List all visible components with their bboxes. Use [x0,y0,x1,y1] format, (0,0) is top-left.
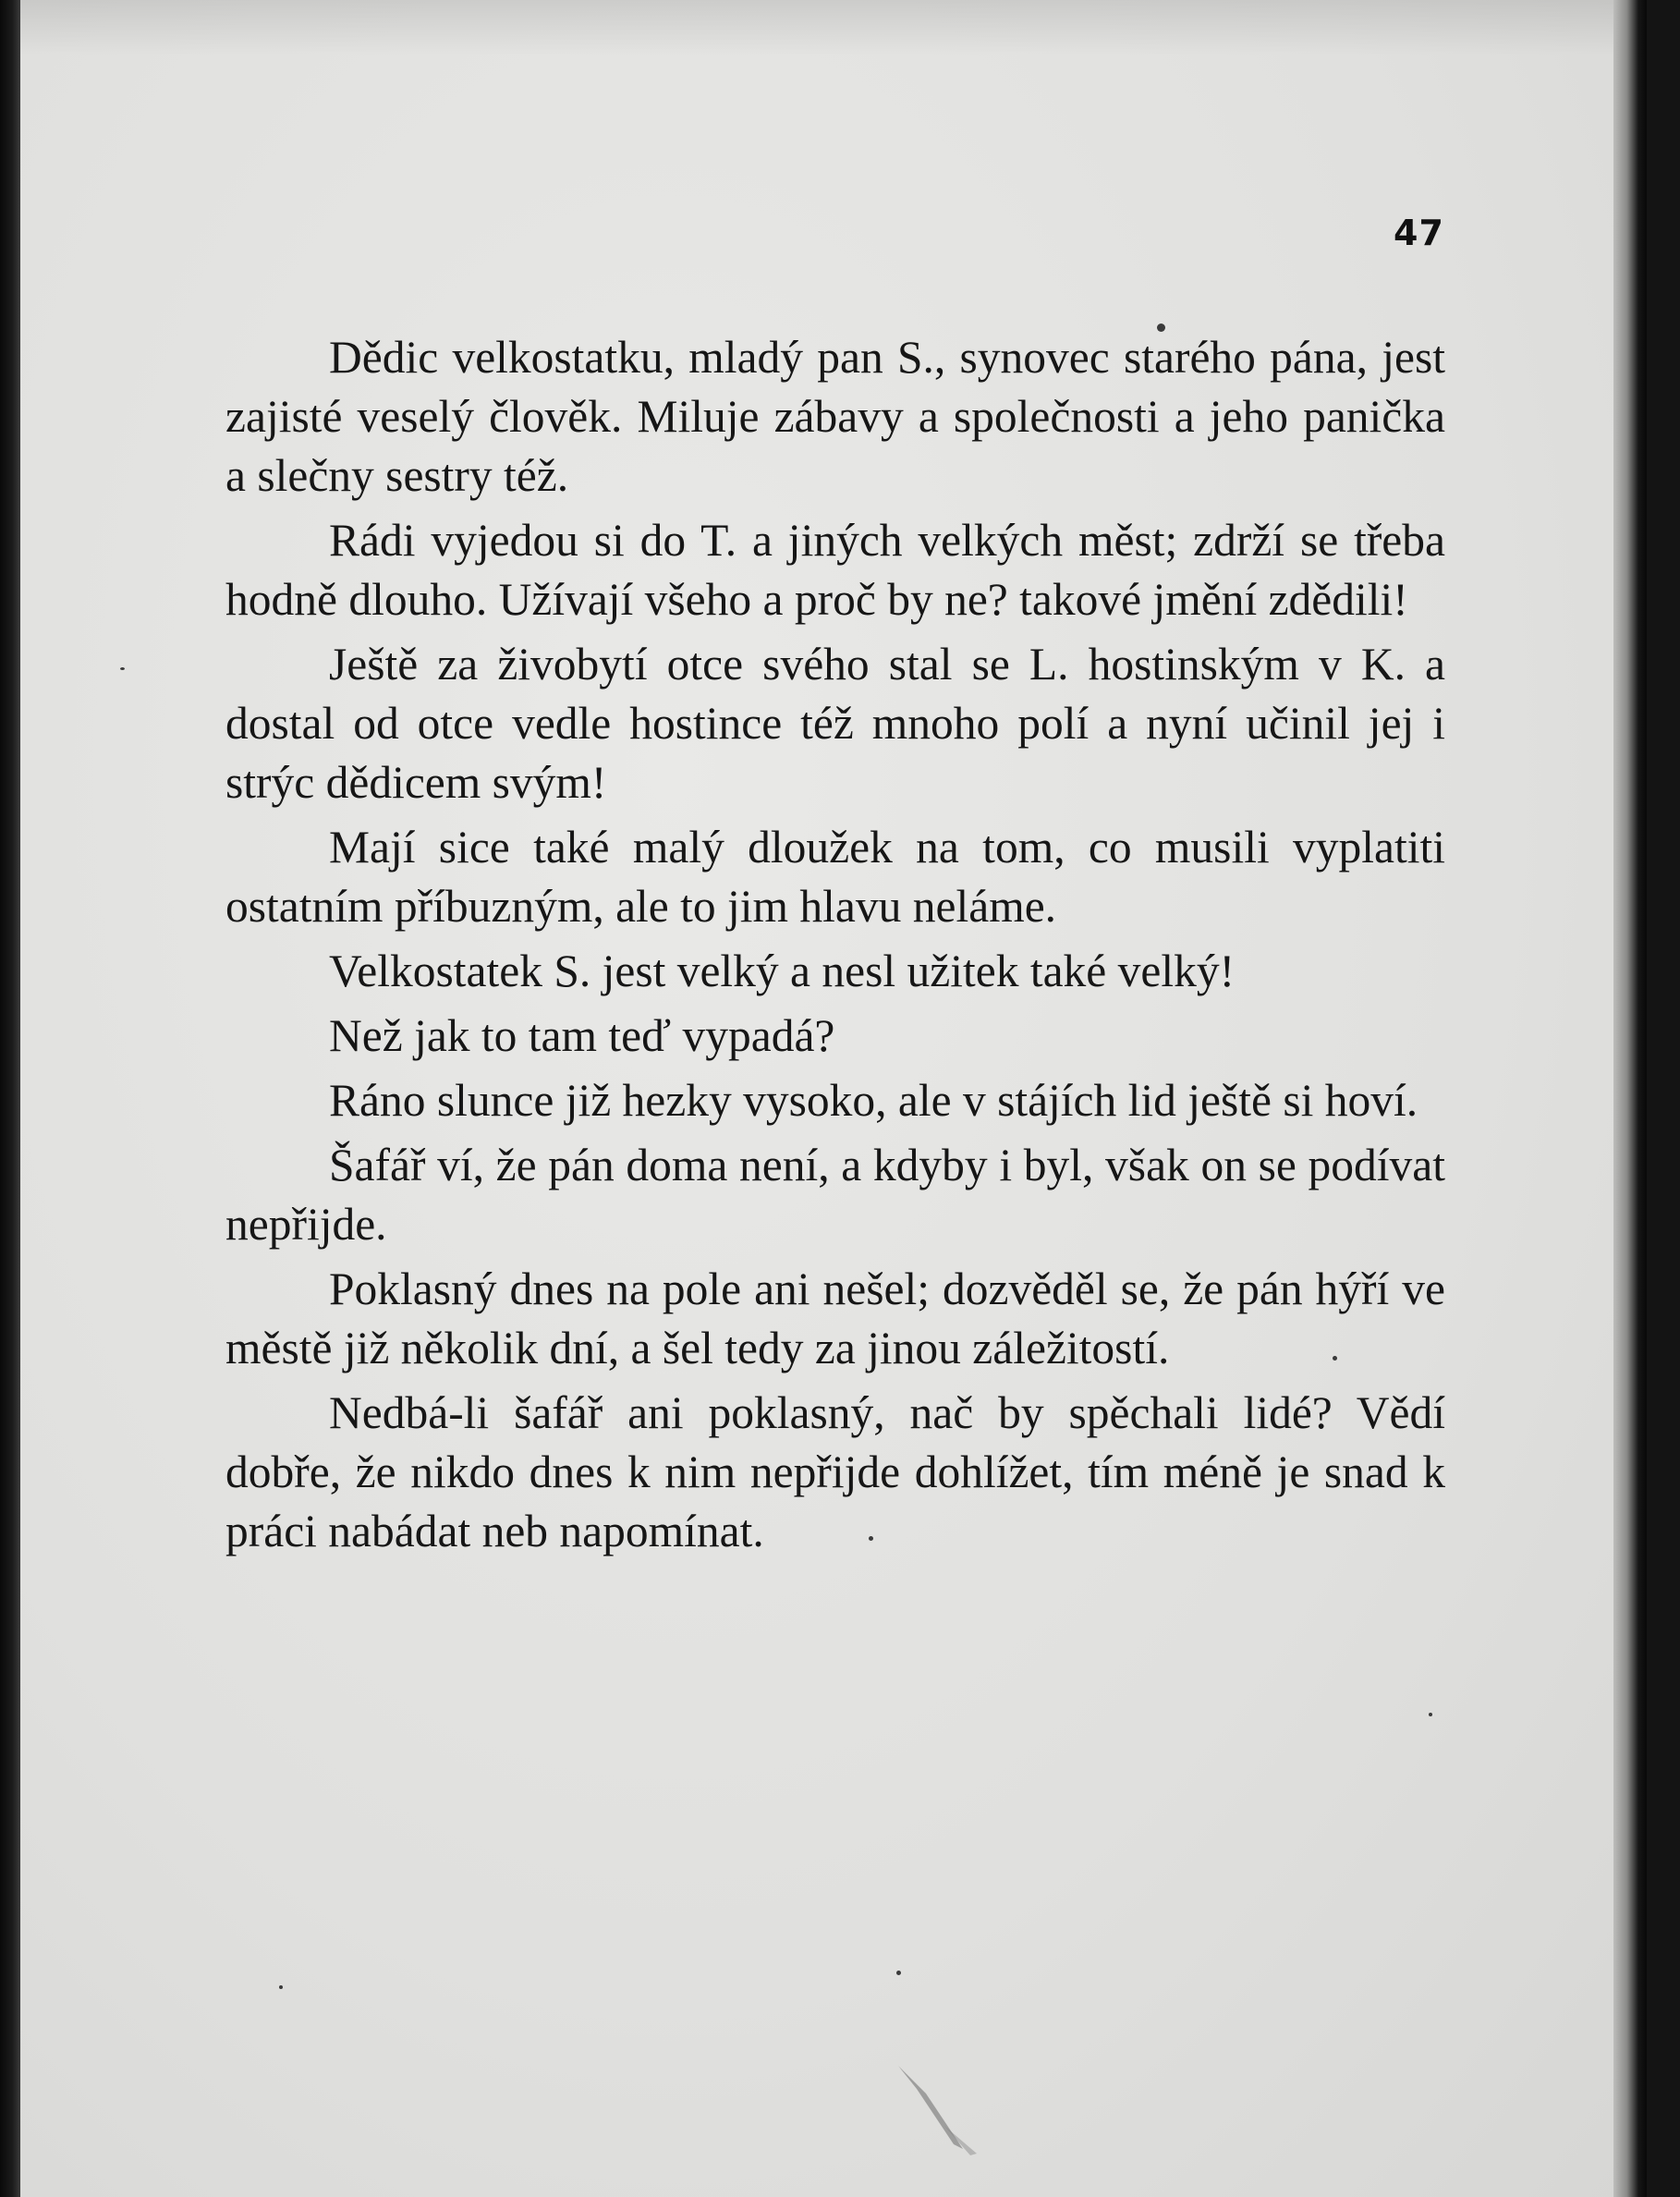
page-left-shadow [0,0,20,2197]
paragraph: Než jak to tam teď vypadá? [329,1010,835,1061]
paragraph: Ještě za živobytí otce svého stal se L. hostinským v K. a dostal od otce vedle hostince též mnoho polí a nyní učinil jej i strýc dědicem svým! [225,639,1445,808]
paragraph: Rádi vyjedou si do T. a jiných velkých měst; zdrží se třeba hodně dlouho. Užívají všeho a proč by ne? takové jmění zdědili! [225,515,1445,625]
paragraph: Mají sice také malý dloužek na tom, co musili vyplatiti ostatním příbuzným, ale to jim hlavu neláme. [225,822,1445,932]
paragraph: Dědic velkostatku, mladý pan S., synovec starého pána, jest zajisté veselý člověk. Miluje zábavy a společnosti a jeho panička a slečny sestry též. [225,332,1445,501]
paragraph: Šafář ví, že pán doma není, a kdyby i byl, však on se podívat nepřijde. [225,1140,1445,1250]
ink-speck [120,667,125,670]
page-number: 47 [1394,213,1444,253]
paragraph: Ráno slunce již hezky vysoko, ale v stájích lid ještě si hoví. [329,1075,1418,1126]
ink-speck [896,1971,901,1975]
ink-speck [279,1985,283,1989]
page-right-shadow [1613,0,1647,2197]
paragraph: Velkostatek S. jest velký a nesl užitek také velký! [329,946,1236,996]
ink-speck [1429,1713,1432,1716]
page-top-shade [20,0,1647,55]
print-smudge [889,2052,1000,2172]
book-page [20,0,1647,2197]
paragraph: Poklasný dnes na pole ani nešel; dozvěděl se, že pán hýří ve městě již několik dní, a šel tedy za jinou záležitostí. [225,1263,1445,1373]
body-text [225,328,1445,1561]
paragraph: Nedbá-li šafář ani poklasný, nač by spěchali lidé? Vědí dobře, že nikdo dnes k nim nepřijde dohlížet, tím méně je snad k práci nabádat neb napomínat. [225,1387,1445,1556]
